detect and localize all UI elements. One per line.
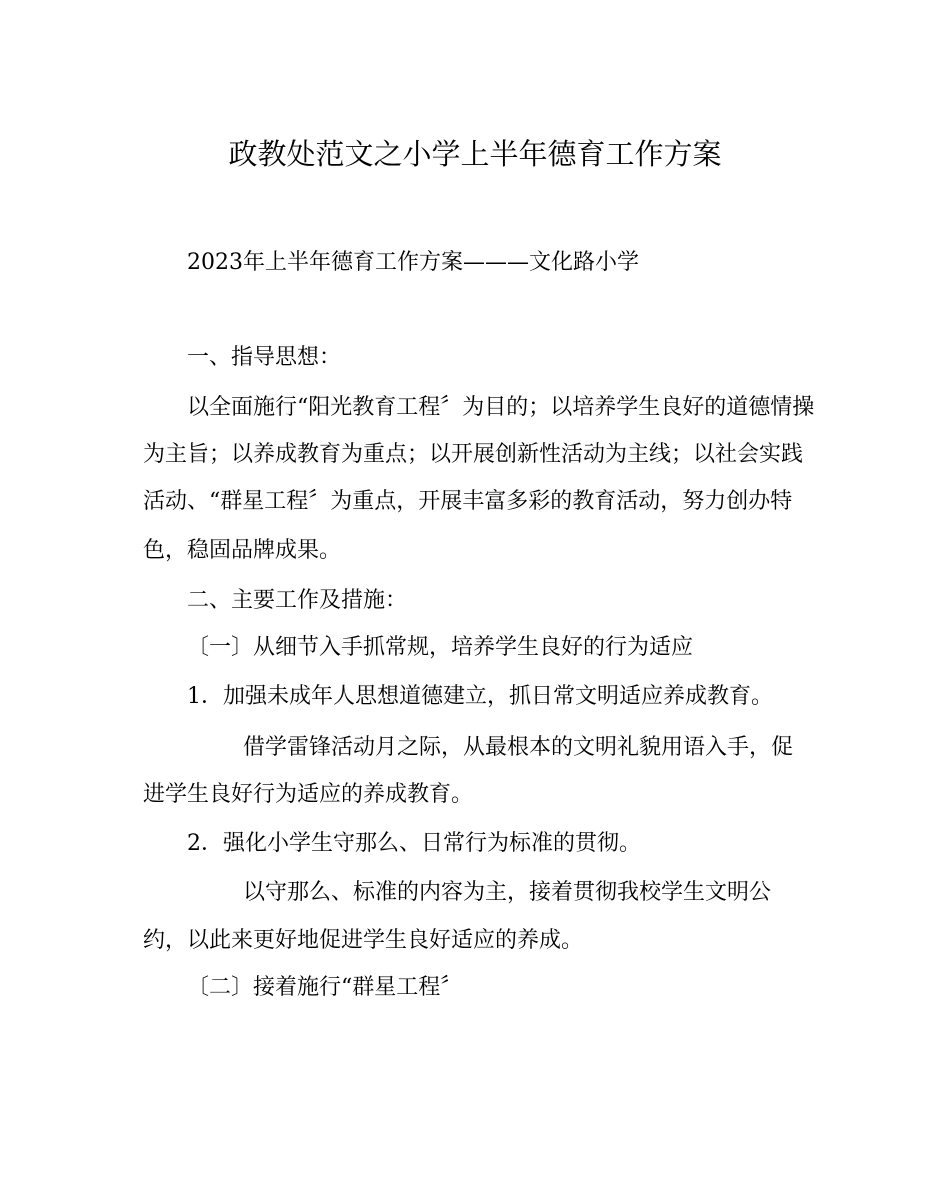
paragraph-line: 以守那么、标准的内容为主，接着贯彻我校学生文明公 [243, 880, 772, 905]
subsection-heading: 〔二〕接着施行“群星工程〞 [187, 975, 463, 1000]
paragraph-line: 借学雷锋活动月之际，从最根本的文明礼貌用语入手，促 [243, 735, 794, 760]
paragraph-line: 以全面施行“阳光教育工程〞为目的；以培养学生良好的道德情操 [187, 395, 815, 420]
paragraph-line: 为主旨；以养成教育为重点；以开展创新性活动为主线；以社会实践 [143, 442, 804, 467]
subsection-heading: 〔一〕从细节入手抓常规，培养学生良好的行为适应 [187, 635, 694, 660]
list-item: 2．强化小学生守那么、日常行为标准的贯彻。 [187, 831, 641, 856]
document-title: 政教处范文之小学上半年德育工作方案 [228, 137, 722, 171]
paragraph-line: 约，以此来更好地促进学生良好适应的养成。 [143, 928, 584, 953]
paragraph-line: 进学生良好行为适应的养成教育。 [143, 782, 474, 807]
section-heading-guiding-thought: 一、指导思想： [187, 345, 342, 370]
paragraph-line: 色，稳固品牌成果。 [143, 538, 342, 563]
list-item: 1．加强未成年人思想道德建立，抓日常文明适应养成教育。 [187, 684, 773, 709]
paragraph-line: 活动、“群星工程〞为重点，开展丰富多彩的教育活动，努力创办特 [143, 489, 793, 514]
section-heading-main-work: 二、主要工作及措施： [187, 588, 408, 613]
document-subtitle: 2023年上半年德育工作方案———文化路小学 [187, 250, 639, 275]
